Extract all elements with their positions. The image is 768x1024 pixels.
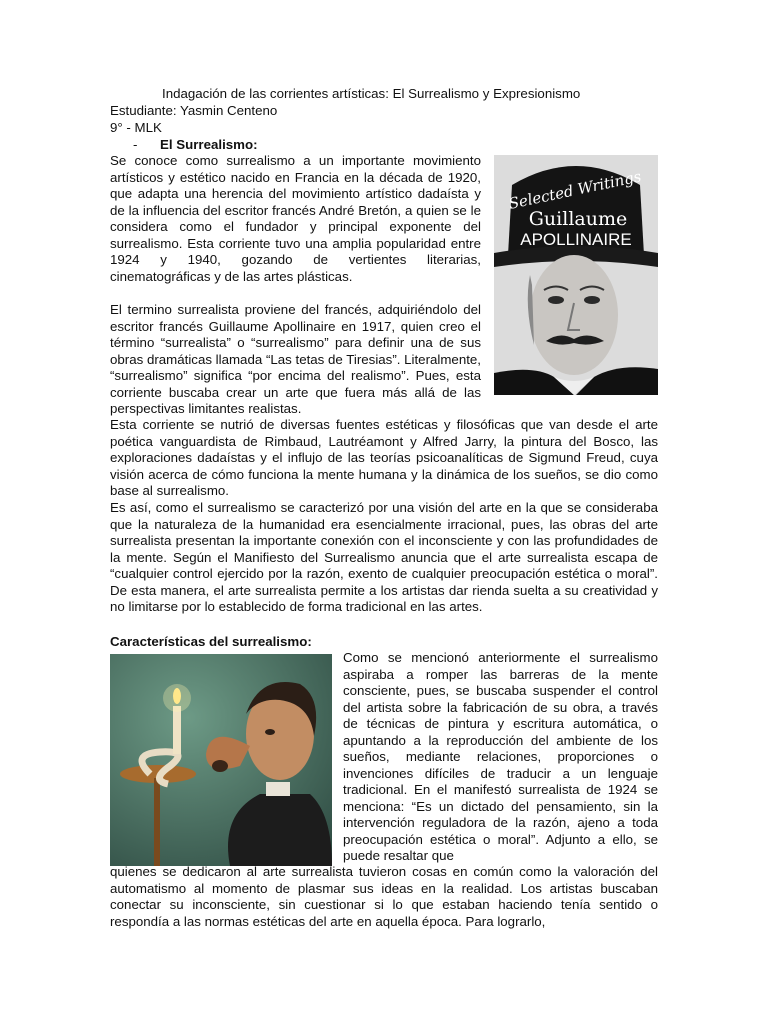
cover-title-selected-writings: Selected Writings bbox=[507, 167, 643, 213]
cover-title-apollinaire: APOLLINAIRE bbox=[520, 230, 632, 249]
section-heading-surrealismo: El Surrealismo: bbox=[160, 137, 258, 152]
document-title: Indagación de las corrientes artísticas: El Surrealismo y Expresionismo bbox=[162, 86, 581, 101]
apollinaire-book-cover bbox=[494, 155, 658, 395]
paragraph-surrealismo-intro: Se conoce como surrealismo a un importante movimiento artísticos y estético nacido en Francia en la década de 1920, que adapta una herencia del movimiento artístico dadaísta y de la influencia del escritor francés André Bretón, a quien se le considera como el fundador y principal exponente del surrealismo. Esta corriente tuvo una amplia popularidad entre 1924 y 1940, gozando de vertientes literarias, cinematográficas y de las artes plásticas. bbox=[110, 153, 481, 284]
paragraph-vision-arte: Es así, como el surrealismo se caracterizó por una visión del arte en la que se consideraba que la naturaleza de la humanidad era esencialmente irracional, pues, las obras del arte surrealista presentan la importante conexión con el inconsciente y con las profundidades de la mente. Según el Manifiesto del Surrealismo anuncia que el arte surrealista escapa de “cualquier control ejercido por la razón, exento de cualquier preocupación estética o moral”. De esta manera, el arte surrealista permite a los artistas dar rienda suelta a su creatividad y no limitarse por lo establecido de forma tradicional en las artes. bbox=[110, 500, 658, 614]
paragraph-caracteristicas: Como se mencionó anteriormente el surrealismo aspiraba a romper las barreras de la mente consciente, pues, se buscaba suspender el control del artista sobre la fabricación de su obra, a través de técnicas de pintura y escritura automática, o apuntando a la reproducción del ambiente de los sueños, mediante relaciones, proporciones o invenciones difíciles de traducir a un lenguaje tradicional. En el manifestó surrealista de 1924 se menciona: “Es un dictado del pensamiento, sin la intervención reguladora de la razón, ajeno a toda preocupación estética o moral”. Adjunto a ello, se puede resaltar que bbox=[343, 650, 658, 863]
surrealist-painting bbox=[110, 654, 332, 866]
bullet-dash: - bbox=[133, 137, 138, 152]
cover-title-guillaume: Guillaume bbox=[528, 208, 628, 230]
section-heading-caracteristicas: Características del surrealismo: bbox=[110, 634, 312, 649]
paragraph-fuentes: Esta corriente se nutrió de diversas fuentes estéticas y filosóficas que van desde el arte poética vanguardista de Rimbaud, Lautréamont y Alfred Jarry, la pintura del Bosco, las exploraciones dadaístas y el influjo de las teorías psicoanalíticas de Sigmund Freud, cuya visión acerca de cómo funciona la mente humana y la dinámica de los sueños, se dio como base al surrealismo. bbox=[110, 417, 658, 498]
grade-label: 9° - MLK bbox=[110, 120, 162, 135]
paragraph-automatismo: quienes se dedicaron al arte surrealista tuvieron cosas en común como la valoración del automatismo al momento de plasmar sus ideas en la realidad. Los artistas buscaban conectar su inconsciente, sin cuestionar si lo que estaban haciendo tenía sentido o respondía a las normas estéticas del arte en aquella época. Para lograrlo, bbox=[110, 864, 658, 929]
paragraph-origen-termino: El termino surrealista proviene del francés, adquiriéndolo del escritor francés Guillaume Apollinaire en 1917, quien creo el término “surrealista” o “surrealismo” para definir una de sus obras dramáticas llamada “Las tetas de Tiresias”. Literalmente, “surrealismo” significa “por encima del realismo”. Pues, esta corriente buscaba crear un arte que fuera más allá de las perspectivas limitantes realistas. bbox=[110, 302, 482, 416]
student-name: Estudiante: Yasmin Centeno bbox=[110, 103, 278, 118]
